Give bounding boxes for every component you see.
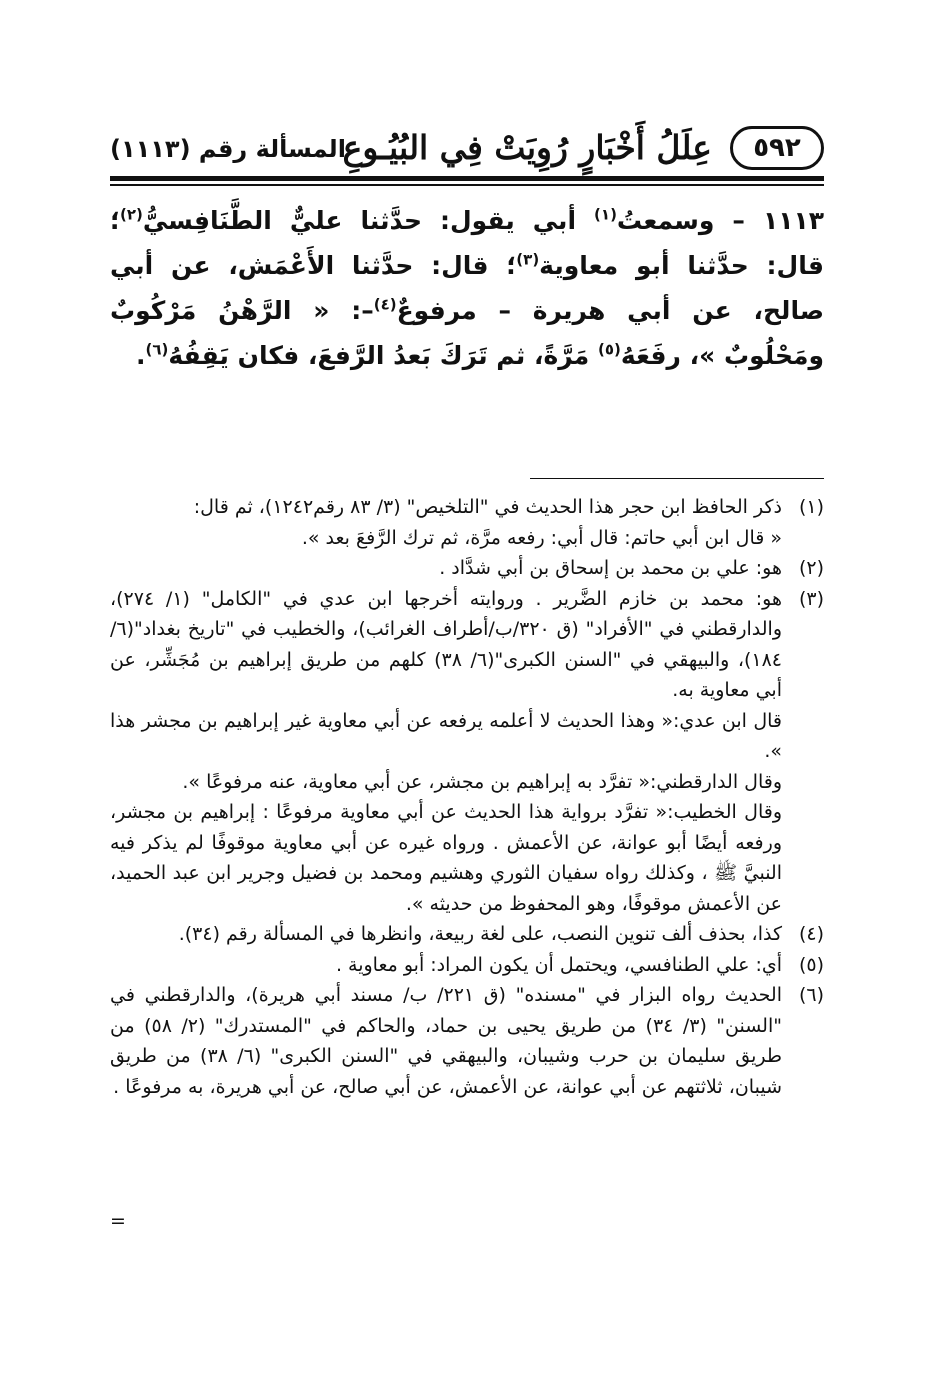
issue-label: المسألة رقم (١١١٣) (110, 135, 346, 163)
footnote-5 (110, 950, 824, 981)
footnote-number: (١) (798, 496, 824, 518)
page-header (110, 126, 824, 178)
footnote-body: هو: محمد بن خازم الضَّرير . وروايته أخرجها ابن عدي في "الكامل" (١/ ٢٧٤)، والدارقطني في "الأفراد" (ق ٣٢٠/ب/أطراف الغرائب)، والخطيب في "تاريخ بغداد"(٦/ ١٨٤)، والبيهقي في "السنن الكبرى"(٦/ ٣٨) كلهم من طريق إبراهيم بن مُجَشِّر، عن أبي معاوية به. (110, 587, 782, 701)
footnote-body: هو: علي بن محمد بن إسحاق بن أبي شدَّاد . (439, 557, 782, 579)
header-rule-thick (110, 176, 824, 181)
footnote-paragraph: وقال الدارقطني:« تفرَّد به إبراهيم بن مجشر، عن أبي معاوية، عنه مرفوعًا ». (182, 770, 782, 793)
main-text-part: ؛ قال: حدَّثنا الأَعْمَش، عن أبي صالح، عن أبي هريرة – مرفوعٌ (110, 251, 824, 325)
footnote-number: (٢) (798, 557, 824, 579)
main-text-part: ؛ قال: حدَّثنا أبو معاوية (110, 206, 824, 280)
main-text (110, 198, 824, 378)
footnote-body: الحديث رواه البزار في "مسنده" (ق ٢٢١/ ب/ مسند أبي هريرة)، والدارقطني في "السنن" (٣/ ٣٤) من طريق يحيى بن حماد، والحاكم في "المستدرك" (٢/ ٥٨) من طريق سليمان بن حرب وشيبان، والبيهقي في "السنن الكبرى" (٦/ ٣٨) من طريق شيبان، ثلاثتهم عن أبي عوانة، عن الأعمش، عن أبي صالح، عن أبي هريرة، به مرفوعًا . (110, 984, 783, 1098)
footnote-ref-1: (١) (594, 205, 617, 224)
footnote-number: (٥) (798, 953, 824, 976)
footnote-ref-3: (٣) (516, 250, 540, 269)
book-title: عِلَلُ أَخْبَارٍ رُوِيَتْ فِي البُيُـوعِ (342, 128, 712, 167)
main-text-part: مَرَّةً، ثم تَرَكَ بَعدُ الرَّفعَ، فكان يَقِفُهُ (168, 341, 598, 370)
continuation-mark: = (110, 1210, 126, 1232)
footnote-paragraph: وقال الخطيب:« تفرَّد برواية هذا الحديث عن أبي معاوية مرفوعًا : إبراهيم بن مجشر، ورفعه أيضًا أبو عوانة، عن الأعمش . ورواه غيره عن أبي معاوية موقوفًا لم يذكر فيه النبيَّ ﷺ ، وكذلك رواه سفيان الثوري وهشيم ومحمد بن فضيل وجرير ابن عبد الحميد، عن الأعمش موقوفًا، وهو المحفوظ من حديثه ». (110, 801, 782, 915)
footnote-number: (٣) (798, 587, 824, 610)
footnote-ref-6: (٦) (145, 340, 169, 359)
footnote-1 (110, 492, 824, 553)
footnote-body (110, 492, 782, 553)
footnote-number: (٤) (798, 923, 824, 945)
footnote-ref-4: (٤) (373, 295, 397, 314)
footnote-ref-2: (٢) (120, 205, 143, 224)
main-text-part: –: « الرَّهْنُ مَرْكُوبٌ ومَحْلُوبٌ »، رفَعَهُ (110, 296, 824, 370)
footnote-ref-5: (٥) (598, 340, 621, 359)
main-text-part: . (136, 341, 146, 370)
footnote-separator (530, 478, 824, 479)
header-rule-thin (110, 184, 824, 186)
footnotes (110, 492, 824, 1102)
footnote-paragraph: قال ابن عدي:« وهذا الحديث لا أعلمه يرفعه عن أبي معاوية غير إبراهيم بن مجشر هذا ». (110, 709, 782, 762)
footnote-body: كذا، بحذف ألف تنوين النصب، على لغة ربيعة، وانظرها في المسألة رقم (٣٤). (178, 923, 782, 945)
footnote-4 (110, 919, 824, 950)
footnote-body: أي: علي الطنافسي، ويحتمل أن يكون المراد: أبو معاوية . (335, 953, 782, 976)
main-text-part: أبي يقول: حدَّثنا عليٌّ الطَّنَافِسيُّ (142, 206, 595, 235)
footnote-line: ذكر الحافظ ابن حجر هذا الحديث في "التلخيص" (٣/ ٨٣ رقم١٢٤٢)، ثم قال: (193, 496, 782, 518)
footnote-6 (110, 980, 824, 1102)
issue-intro: ١١١٣ – وسمعتُ (616, 206, 824, 235)
footnote-3 (110, 584, 824, 706)
footnote-number: (٦) (798, 984, 824, 1006)
footnote-line: « قال ابن أبي حاتم: قال أبي: رفعه مرَّة، ثم ترك الرَّفعَ بعد ». (301, 526, 782, 549)
footnote-2 (110, 553, 824, 584)
page-number: ٥٩٢ (730, 126, 824, 170)
